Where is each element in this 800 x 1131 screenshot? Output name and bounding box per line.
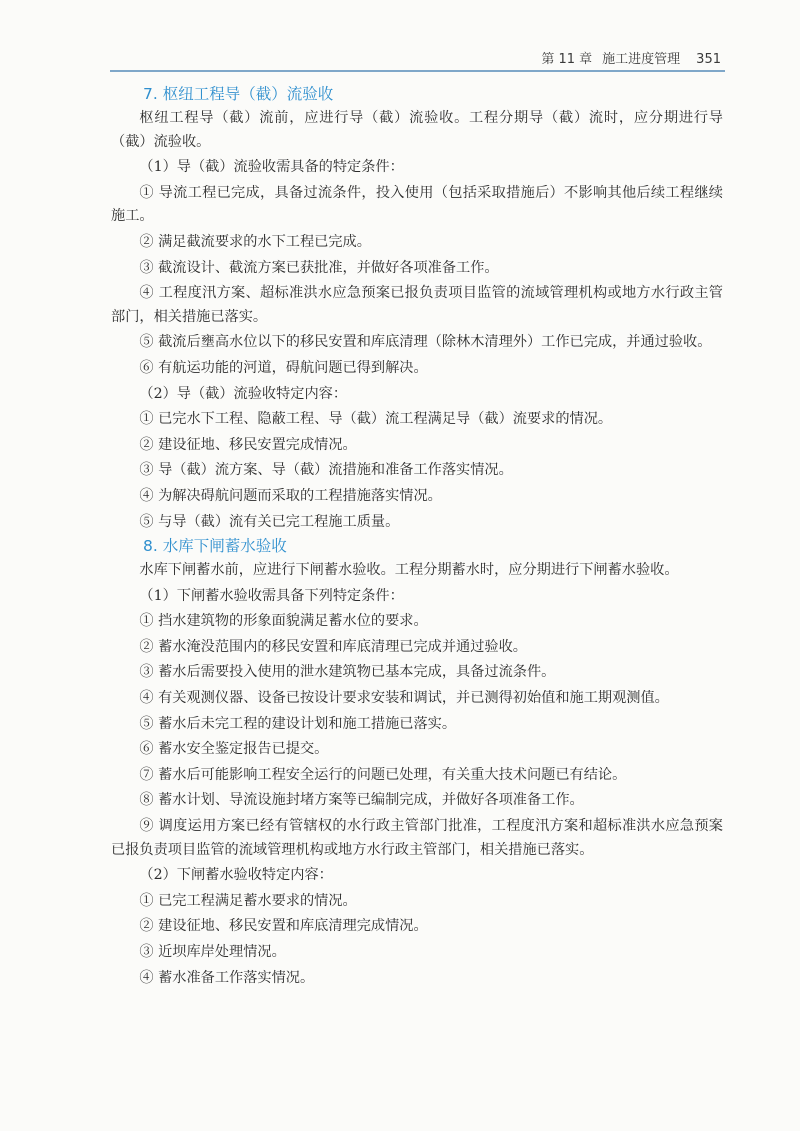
chapter-label: 第 11 章 <box>541 52 593 67</box>
list-item: ③ 导（截）流方案、导（截）流措施和准备工作落实情况。 <box>139 462 513 479</box>
list-item: ⑨ 调度运用方案已经有管辖权的水行政主管部门批准，工程度汛方案和超标准洪水应急预案已报负责项目监管的流域管理机构或地方水行政主管部门，相关措施已落实。 <box>111 818 723 858</box>
list-item: ② 蓄水淹没范围内的移民安置和库底清理已完成并通过验收。 <box>139 638 527 655</box>
list-item: ③ 近坝库岸处理情况。 <box>139 944 286 960</box>
list-item: ⑤ 蓄水后未完工程的建设计划和施工措施已落实。 <box>139 715 457 732</box>
list-item: ⑦ 蓄水后可能影响工程安全运行的问题已处理，有关重大技术问题已有结论。 <box>139 766 627 783</box>
list-heading: （1）下闸蓄水验收需具备下列特定条件： <box>139 587 404 604</box>
paragraph: 水库下闸蓄水前，应进行下闸蓄水验收。工程分期蓄水时，应分期进行下闸蓄水验收。 <box>139 562 679 579</box>
list-item: ① 导流工程已完成，具备过流条件，投入使用（包括采取措施后）不影响其他后续工程继续施工。 <box>111 184 723 225</box>
list-heading: （2）下闸蓄水验收特定内容： <box>139 867 333 884</box>
page-number: 351 <box>696 52 721 67</box>
list-item: ④ 有关观测仪器、设备已按设计要求安装和调试，并已测得初始值和施工期观测值。 <box>139 690 669 707</box>
list-item: ⑤ 截流后壅高水位以下的移民安置和库底清理（除林木清理外）工作已完成，并通过验收。 <box>139 334 712 351</box>
list-item: ④ 工程度汛方案、超标准洪水应急预案已报负责项目监管的流域管理机构或地方水行政主管部门，相关措施已落实。 <box>111 285 723 325</box>
section-heading-7: 7. 枢纽工程导（截）流验收 <box>143 85 334 103</box>
list-item: ④ 为解决碍航问题而采取的工程措施落实情况。 <box>139 487 442 504</box>
list-item: ⑥ 有航运功能的河道，碍航问题已得到解决。 <box>139 359 428 376</box>
running-header <box>110 44 725 74</box>
list-item: ① 已完水下工程、隐蔽工程、导（截）流工程满足导（截）流要求的情况。 <box>139 411 613 428</box>
paragraph: 枢纽工程导（截）流前，应进行导（截）流验收。工程分期导（截）流时，应分期进行导（截）流验收。 <box>111 110 723 150</box>
list-item: ① 已完工程满足蓄水要求的情况。 <box>139 892 357 909</box>
list-heading: （1）导（截）流验收需具备的特定条件： <box>139 159 404 176</box>
list-item: ⑤ 与导（截）流有关已完工程施工质量。 <box>139 513 400 530</box>
list-item: ⑥ 蓄水安全鉴定报告已提交。 <box>139 741 329 758</box>
list-item: ⑧ 蓄水计划、导流设施封堵方案等已编制完成，并做好各项准备工作。 <box>139 792 584 809</box>
list-item: ③ 蓄水后需要投入使用的泄水建筑物已基本完成，具备过流条件。 <box>139 664 556 681</box>
section-heading-8: 8. 水库下闸蓄水验收 <box>143 537 287 556</box>
list-item: ③ 截流设计、截流方案已获批准，并做好各项准备工作。 <box>139 259 499 276</box>
list-item: ② 建设征地、移民安置和库底清理完成情况。 <box>139 918 428 935</box>
page-body <box>111 82 723 990</box>
header-meta <box>531 48 721 67</box>
list-item: ① 挡水建筑物的形象面貌满足蓄水位的要求。 <box>139 613 428 630</box>
list-item: ② 满足截流要求的水下工程已完成。 <box>139 233 371 250</box>
chapter-title: 施工进度管理 <box>602 52 681 67</box>
list-heading: （2）导（截）流验收特定内容： <box>139 385 348 402</box>
list-item: ④ 蓄水准备工作落实情况。 <box>139 969 315 986</box>
header-rule <box>110 70 725 72</box>
list-item: ② 建设征地、移民安置完成情况。 <box>139 436 357 453</box>
